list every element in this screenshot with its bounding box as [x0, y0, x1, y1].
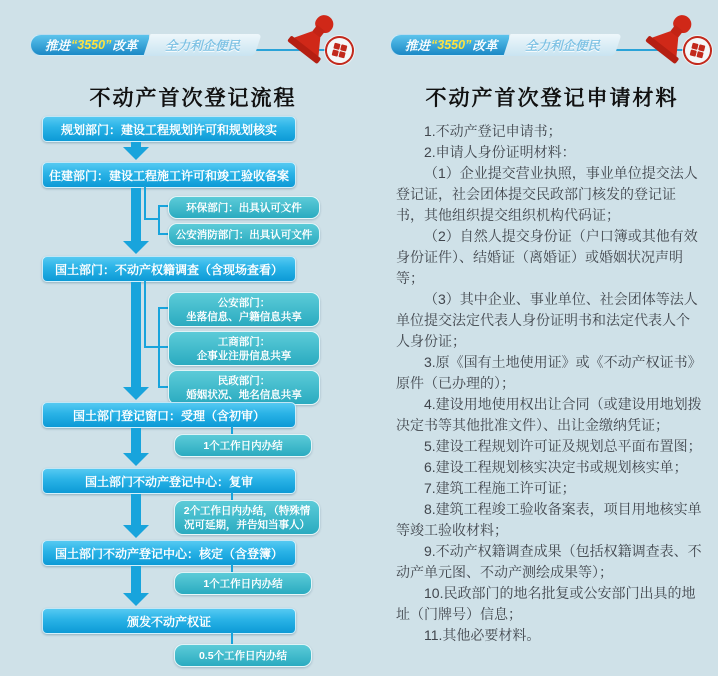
materials-list-item: 10.民政部门的地名批复或公安部门出具的地址（门牌号）信息； — [396, 585, 696, 622]
materials-page-title: 不动产首次登记申请材料 — [425, 86, 679, 110]
flow-step-housing: 住建部门：建设工程施工许可和竣工验收备案 — [42, 162, 296, 188]
arrow-down-icon — [123, 188, 149, 254]
red-stamp-icon — [648, 12, 714, 76]
banner-slogan-text: 全力利企便民 — [504, 34, 622, 56]
left-panel — [28, 0, 358, 676]
timer-box-2days: 2个工作日内办结，（特殊情况可延期，并告知当事人） — [174, 500, 320, 535]
banner-slogan-text: 全力利企便民 — [144, 34, 262, 56]
connector-line — [231, 426, 233, 434]
banner-3550-number: “3550” — [431, 38, 472, 52]
arrow-down-icon — [123, 142, 149, 160]
materials-list-item: 8.建筑工程竣工验收备案表，项目用地核实单等竣工验收材料； — [396, 501, 702, 538]
timer-box-1day-2: 1个工作日内办结 — [174, 572, 312, 595]
side-box-civil-affairs: 民政部门： 婚姻状况、地名信息共享 — [168, 370, 320, 405]
arrow-down-icon — [123, 566, 149, 606]
arrow-down-icon — [123, 494, 149, 538]
flow-step-verification: 国土部门不动产登记中心：核定（含登簿） — [42, 540, 296, 566]
banner-reform-text: 推进 “3550” 改革 — [390, 34, 509, 56]
connector-line — [231, 564, 233, 572]
banner-3550-number: “3550” — [71, 38, 112, 52]
side-box-fire: 公安消防部门：出具认可文件 — [168, 223, 320, 246]
connector-line — [231, 632, 233, 644]
materials-list-item: 6.建设工程规划核实决定书或规划核实单； — [424, 459, 688, 475]
flowchart — [28, 116, 358, 672]
flow-step-issue-certificate: 颁发不动产权证 — [42, 608, 296, 634]
red-stamp-icon — [290, 12, 356, 76]
arrow-down-icon — [123, 428, 149, 466]
timer-box-1day: 1个工作日内办结 — [174, 434, 312, 457]
materials-list-item: （1）企业提交营业执照，事业单位提交法人登记证，社会团体提交民政部门核发的登记证书，其他组织提交组织机构代码证； — [396, 165, 698, 223]
materials-list — [396, 121, 702, 646]
materials-list-item: 5.建设工程规划许可证及规划总平面布置图； — [424, 438, 702, 454]
banner-reform-text: 推进 “3550” 改革 — [30, 34, 149, 56]
flow-step-land-survey: 国土部门：不动产权籍调查（含现场查看） — [42, 256, 296, 282]
timer-box-halfday: 0.5个工作日内办结 — [174, 644, 312, 667]
materials-list-item: 7.建筑工程施工许可证； — [424, 480, 576, 496]
right-panel — [388, 0, 716, 676]
materials-list-item: 3.原《国有土地使用证》或《不动产权证书》原件（已办理的）； — [396, 354, 702, 391]
materials-list-item: 11.其他必要材料。 — [424, 627, 541, 643]
flow-step-planning: 规划部门：建设工程规划许可和规划核实 — [42, 116, 296, 142]
materials-list-item: （2）自然人提交身份证（户口簿或其他有效身份证件）、结婚证（离婚证）或婚姻状况声明等； — [396, 228, 698, 286]
arrow-down-icon — [123, 282, 149, 400]
side-box-police: 公安部门： 坐落信息、户籍信息共享 — [168, 292, 320, 327]
flow-step-review: 国土部门不动产登记中心：复审 — [42, 468, 296, 494]
side-box-commerce: 工商部门： 企事业注册信息共享 — [168, 331, 320, 366]
materials-list-item: 9.不动产权籍调查成果（包括权籍调查表、不动产单元图、不动产测绘成果等）； — [396, 543, 702, 580]
connector-line — [158, 205, 160, 235]
connector-line — [231, 492, 233, 500]
materials-list-item: （3）其中企业、事业单位、社会团体等法人单位提交法定代表人身份证明书和法定代表人个人身份证； — [396, 291, 698, 349]
materials-list-item: 4.建设用地使用权出让合同（或建设用地划拨决定书等其他批准文件）、出让金缴纳凭证； — [396, 396, 702, 433]
banner-slogan-pill — [30, 34, 258, 56]
flow-step-acceptance: 国土部门登记窗口：受理（含初审） — [42, 402, 296, 428]
materials-list-item: 2.申请人身份证明材料： — [424, 144, 576, 160]
flow-page-title: 不动产首次登记流程 — [89, 86, 297, 110]
side-box-environment: 环保部门：出具认可文件 — [168, 196, 320, 219]
banner-slogan-pill — [390, 34, 618, 56]
materials-list-item: 1.不动产登记申请书； — [424, 123, 562, 139]
